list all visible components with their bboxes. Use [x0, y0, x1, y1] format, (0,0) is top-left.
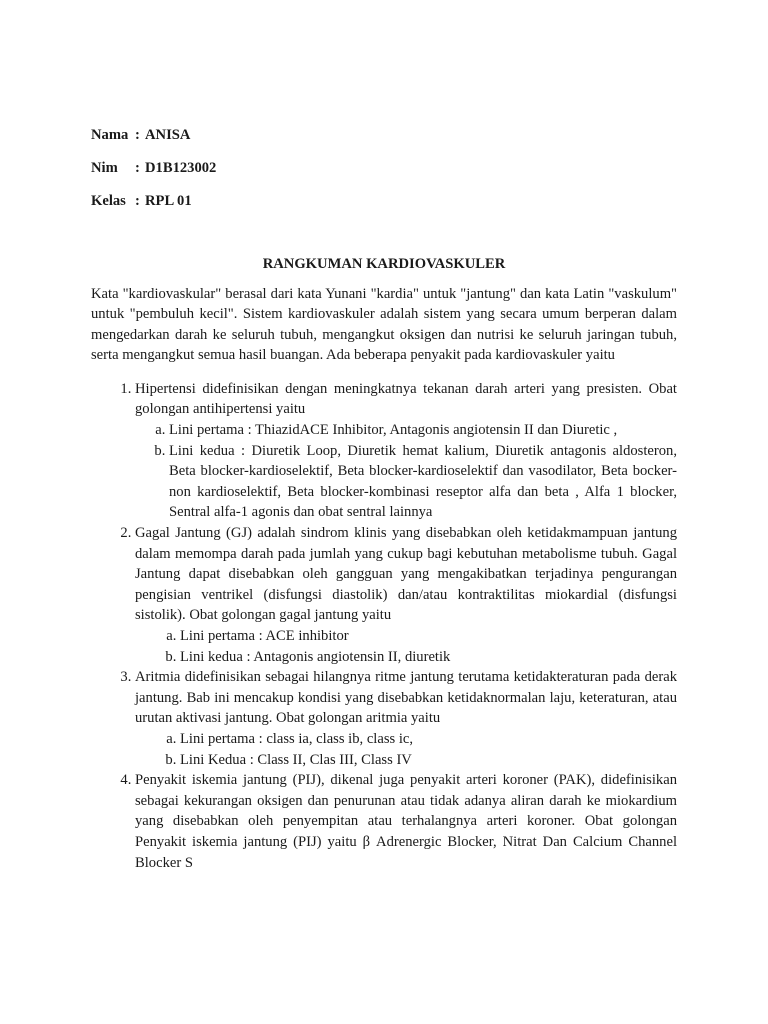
nim-value: D1B123002: [145, 160, 217, 176]
list-item-text: Aritmia didefinisikan sebagai hilangnya ritme jantung terutama ketidakteraturan pada derak jantung. Bab ini mencakup kondisi yang disebabkan ketidaknormalan laju, keteraturan, atau urutan aktivasi jantung. Obat golongan aritmia yaitu: [135, 669, 677, 727]
list-item-gagal-jantung: [135, 523, 677, 667]
sub-list-item-text: Lini pertama : ThiazidACE Inhibitor, Antagonis angiotensin II dan Diuretic ,: [169, 422, 618, 439]
sub-list-item-text: Lini kedua : Antagonis angiotensin II, diuretik: [180, 648, 451, 665]
sub-list-item: [180, 626, 677, 647]
identity-nim-row: [91, 158, 677, 179]
nama-separator: :: [135, 127, 140, 143]
document-page: [91, 125, 677, 873]
intro-paragraph: Kata "kardiovaskular" berasal dari kata Yunani "kardia" untuk "jantung" dan kata Latin "vaskulum" untuk "pembuluh kecil". Sistem kardiovaskuler adalah sistem yang secara umum berperan dalam mengedarkan darah ke seluruh tubuh, mengangkut oksigen dan nutrisi ke seluruh jaringan tubuh, serta mengangkut semua hasil buangan. Ada beberapa penyakit pada kardiovaskuler yaitu: [91, 285, 677, 364]
list-item-iskemia-jantung: [135, 770, 677, 873]
kelas-label: Kelas: [91, 193, 126, 209]
sub-list-item-text: Lini pertama : ACE inhibitor: [180, 628, 349, 644]
sub-list-item-text: Lini Kedua : Class II, Clas III, Class IV: [180, 751, 412, 768]
list-item-text: Gagal Jantung (GJ) adalah sindrom klinis yang disebabkan oleh ketidakmampuan jantung dalam memompa darah pada jumlah yang cukup bagi kebutuhan metabolisme tubuh. Gagal Jantung dapat disebabkan oleh gangguan yang mengakibatkan terjadinya pengurangan pengisian ventrikel (disfungsi diastolik) dan/atau kontraktilitas miokardial (disfungsi sistolik). Obat golongan gagal jantung yaitu: [135, 525, 677, 624]
sub-list-item: [180, 647, 677, 668]
document-title: RANGKUMAN KARDIOVASKULER: [262, 256, 506, 272]
sub-list-item-text: Lini pertama : class ia, class ib, class ic,: [180, 730, 414, 747]
nama-value: ANISA: [145, 127, 191, 143]
identity-kelas-row: [91, 191, 677, 212]
sub-list: [135, 729, 677, 770]
nim-label: Nim: [91, 160, 118, 176]
nim-separator: :: [135, 160, 140, 176]
list-item-text: Hipertensi didefinisikan dengan meningkatnya tekanan darah arteri yang presisten. Obat golongan antihipertensi yaitu: [135, 380, 677, 418]
sub-list-item: [169, 441, 677, 523]
sub-list: [135, 420, 677, 523]
list-item-hipertensi: [135, 379, 677, 523]
sub-list: [135, 626, 677, 667]
sub-list-item-text: Lini kedua : Diuretik Loop, Diuretik hemat kalium, Diuretik antagonis aldosteron, Beta blocker-kardioselektif, Beta blocker-kardioselektif dan vasodilator, Beta bocker-non kardioselektif, Beta blocker-kombinasi reseptor alfa dan beta , Alfa 1 blocker, Sentral alfa-1 agonis dan obat sentral lainnya: [169, 442, 677, 521]
list-item-text: Penyakit iskemia jantung (PIJ), dikenal juga penyakit arteri koroner (PAK), didefinisikan sebagai kekurangan oksigen dan penurunan atau tidak adanya aliran darah ke miokardium yang disebabkan oleh penyempitan atau terhalangnya arteri koroner. Obat golongan Penyakit iskemia jantung (PIJ) yaitu β Adrenergic Blocker, Nitrat Dan Calcium Channel Blocker S: [135, 772, 677, 871]
sub-list-item: [169, 420, 677, 441]
identity-nama-row: [91, 125, 677, 146]
disease-list: [91, 379, 677, 873]
sub-list-item: [180, 750, 677, 771]
nama-label: Nama: [91, 127, 129, 143]
list-item-aritmia: [135, 667, 677, 770]
kelas-value: RPL 01: [145, 193, 192, 209]
kelas-separator: :: [135, 193, 140, 209]
sub-list-item: [180, 729, 677, 750]
